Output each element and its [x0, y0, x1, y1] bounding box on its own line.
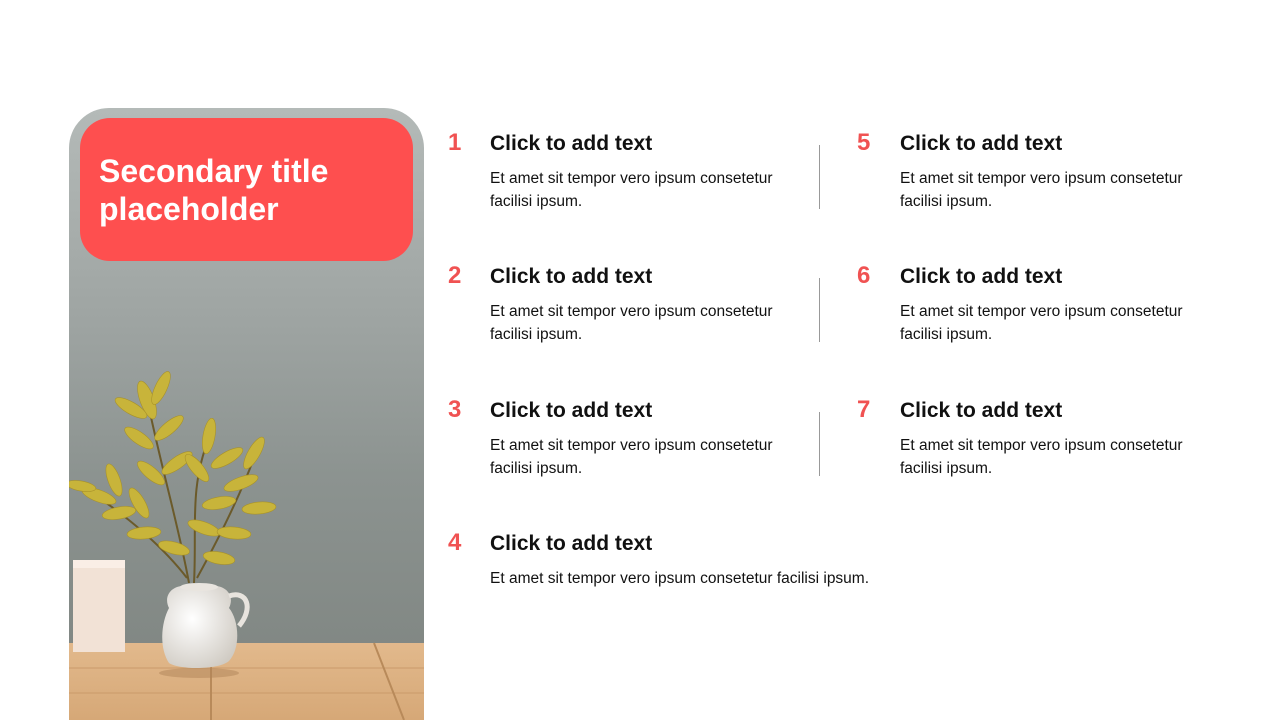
column-divider [819, 278, 820, 342]
item-number: 7 [857, 396, 871, 423]
item-number: 3 [448, 396, 462, 423]
item-heading[interactable]: Click to add text [900, 265, 1063, 288]
item-number: 2 [448, 262, 462, 289]
item-description[interactable]: Et amet sit tempor vero ipsum consetetur facilisi ipsum. [900, 170, 1183, 210]
item-description[interactable]: Et amet sit tempor vero ipsum consetetur facilisi ipsum. [490, 570, 870, 587]
item-description[interactable]: Et amet sit tempor vero ipsum consetetur facilisi ipsum. [490, 437, 773, 477]
item-number: 6 [857, 262, 871, 289]
item-description[interactable]: Et amet sit tempor vero ipsum consetetur facilisi ipsum. [900, 437, 1183, 477]
item-number: 1 [448, 129, 462, 156]
title-box [80, 118, 413, 261]
item-heading[interactable]: Click to add text [490, 265, 653, 288]
item-description[interactable]: Et amet sit tempor vero ipsum consetetur facilisi ipsum. [490, 170, 773, 210]
item-number: 5 [857, 129, 871, 156]
item-description[interactable]: Et amet sit tempor vero ipsum consetetur facilisi ipsum. [900, 303, 1183, 343]
item-heading[interactable]: Click to add text [490, 399, 653, 422]
item-heading[interactable]: Click to add text [490, 532, 653, 555]
column-divider [819, 145, 820, 209]
item-heading[interactable]: Click to add text [900, 132, 1063, 155]
item-heading[interactable]: Click to add text [490, 132, 653, 155]
item-heading[interactable]: Click to add text [900, 399, 1063, 422]
column-divider [819, 412, 820, 476]
secondary-title[interactable]: Secondary title placeholder [99, 153, 329, 227]
item-number: 4 [448, 529, 462, 556]
item-description[interactable]: Et amet sit tempor vero ipsum consetetur facilisi ipsum. [490, 303, 773, 343]
